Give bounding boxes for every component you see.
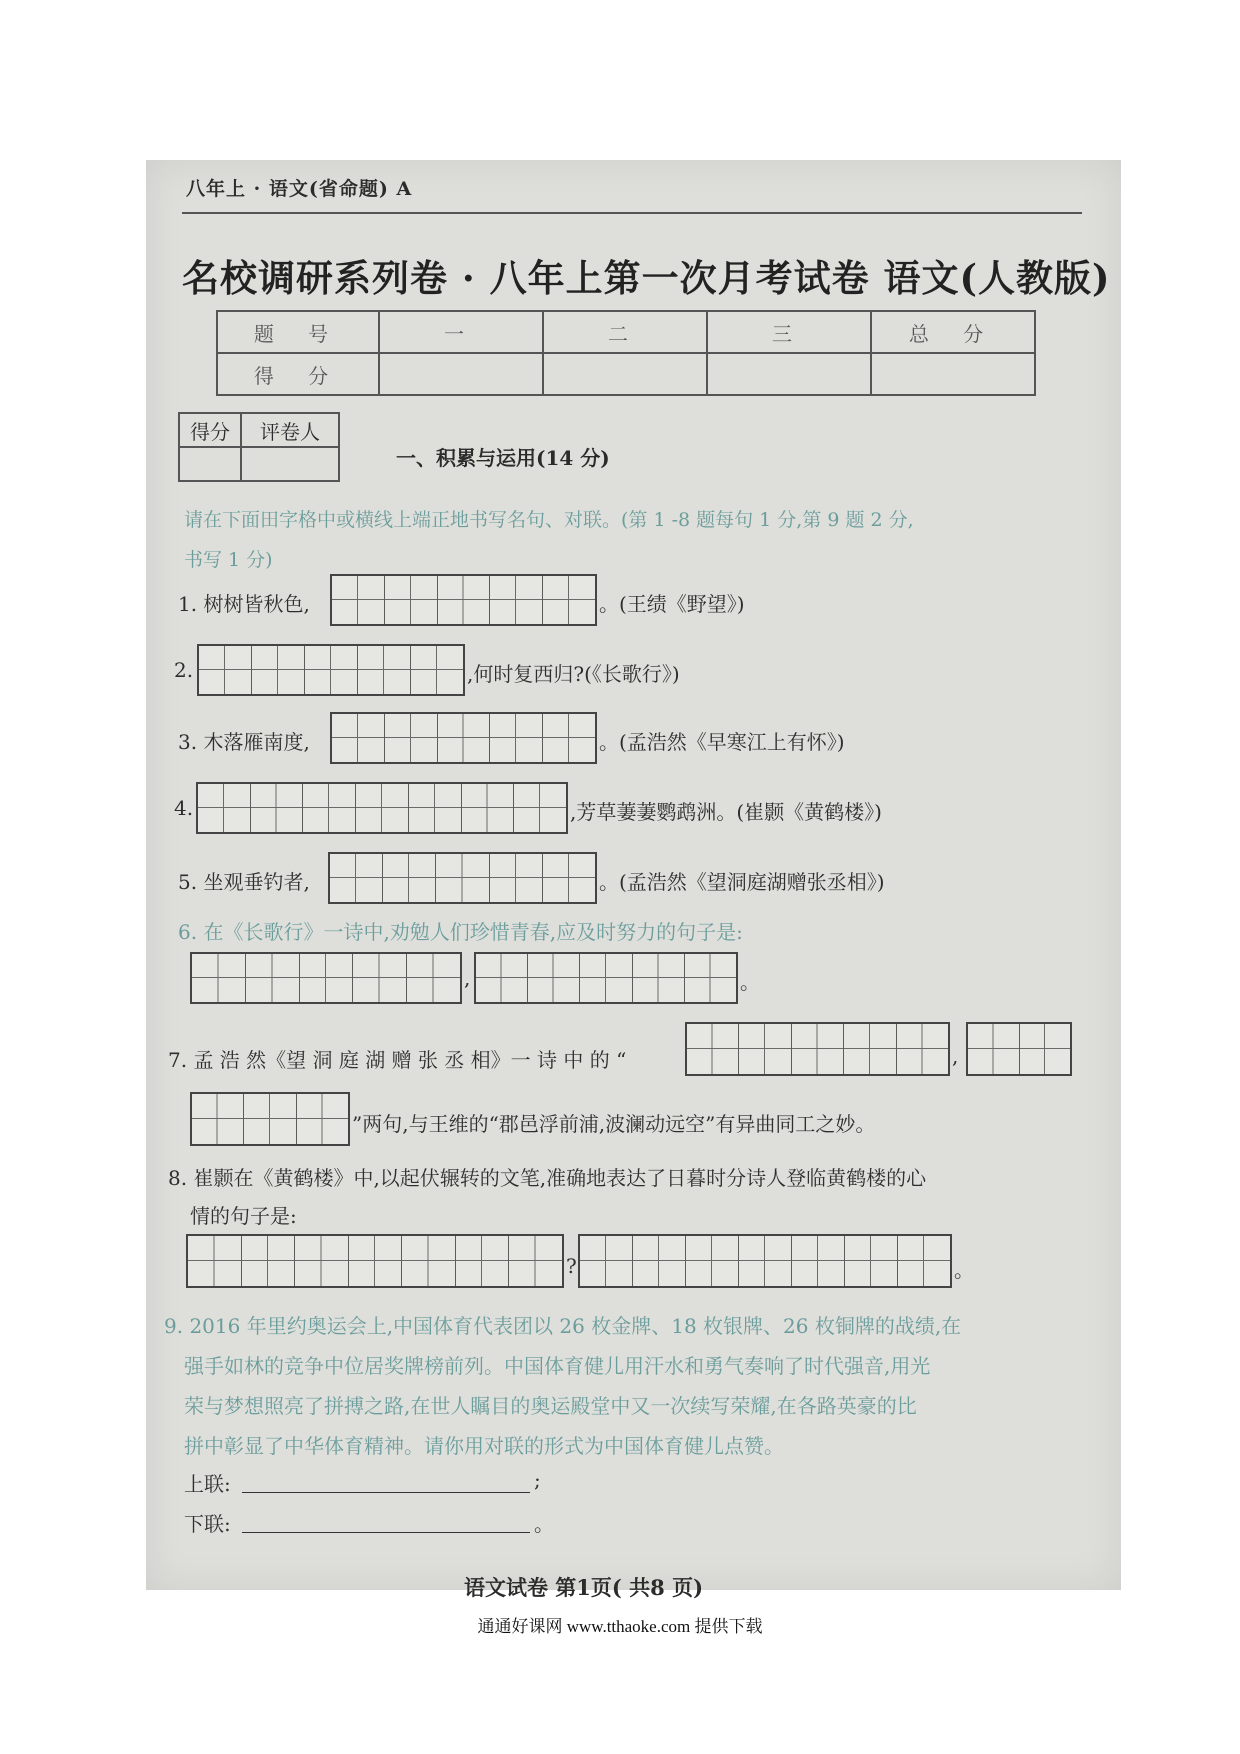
q8-end: 。	[954, 1258, 974, 1282]
writing-cell[interactable]	[435, 854, 488, 902]
q5-suffix: 。(孟浩然《望洞庭湖赠张丞相》)	[599, 870, 885, 894]
score-input-cell[interactable]	[871, 353, 1035, 395]
q6-comma: ,	[464, 966, 471, 990]
writing-cell[interactable]	[304, 646, 357, 694]
writing-cell[interactable]	[687, 1024, 738, 1074]
q4-suffix: ,芳草萋萋鹦鹉洲。(崔颢《黄鹤楼》)	[570, 800, 882, 824]
writing-cell[interactable]	[408, 784, 461, 832]
page-title: 名校调研系列卷 · 八年上第一次月考试卷 语文(人教版)	[182, 256, 1111, 300]
q7-writing-grid-1[interactable]	[685, 1022, 950, 1076]
score-cell: 得 分	[217, 353, 379, 395]
writing-cell[interactable]	[241, 1236, 295, 1286]
writing-cell[interactable]	[580, 1236, 632, 1286]
writing-cell[interactable]	[489, 714, 542, 762]
q2-prefix: 2.	[174, 658, 194, 682]
writing-cell[interactable]	[355, 784, 408, 832]
writing-cell[interactable]	[384, 576, 437, 624]
score-table-row	[217, 353, 1035, 395]
writing-cell[interactable]	[968, 1024, 1019, 1074]
writing-cell[interactable]	[844, 1236, 897, 1286]
writing-cell[interactable]	[410, 646, 463, 694]
q9-line4: 拼中彰显了中华体育精神。请你用对联的形式为中国体育健儿点赞。	[184, 1434, 784, 1458]
writing-cell[interactable]	[738, 1024, 790, 1074]
writing-cell[interactable]	[188, 1236, 241, 1286]
writing-cell[interactable]	[332, 576, 384, 624]
writing-cell[interactable]	[843, 1024, 895, 1074]
score-cell: 一	[379, 311, 543, 353]
writing-cell[interactable]	[299, 954, 353, 1002]
q6-end: 。	[740, 970, 760, 994]
writing-cell[interactable]	[437, 576, 490, 624]
q9-line3: 荣与梦想照亮了拼搏之路,在世人瞩目的奥运殿堂中又一次续写荣耀,在各路英豪的比	[184, 1394, 917, 1418]
score-input-cell[interactable]	[707, 353, 871, 395]
writing-cell[interactable]	[455, 1236, 509, 1286]
q7-writing-grid-2[interactable]	[966, 1022, 1072, 1076]
q1-prefix: 1. 树树皆秋色,	[178, 592, 310, 616]
upper-couplet-end: ;	[534, 1468, 541, 1492]
writing-cell[interactable]	[579, 954, 631, 1002]
grader-name-label: 评卷人	[241, 413, 339, 447]
writing-cell[interactable]	[489, 854, 542, 902]
writing-cell[interactable]	[250, 784, 303, 832]
q3-prefix: 3. 木落雁南度,	[178, 730, 310, 754]
q1-writing-grid[interactable]	[330, 574, 597, 626]
q3-writing-grid[interactable]	[330, 712, 597, 764]
q8-line1: 8. 崔颢在《黄鹤楼》中,以起伏辗转的文笔,准确地表达了日暮时分诗人登临黄鹤楼的心	[168, 1166, 927, 1190]
writing-cell[interactable]	[330, 854, 382, 902]
writing-cell[interactable]	[437, 714, 490, 762]
lower-couplet-input[interactable]	[242, 1532, 530, 1533]
writing-cell[interactable]	[332, 714, 384, 762]
score-input-cell[interactable]	[543, 353, 707, 395]
download-credit: 通通好课网 www.tthaoke.com 提供下载	[477, 1617, 763, 1636]
instruction-line: 请在下面田字格中或横线上端正地书写名句、对联。(第 1 -8 题每句 1 分,第 9 题 2 分,	[184, 509, 914, 531]
score-cell: 总 分	[871, 311, 1035, 353]
writing-cell[interactable]	[251, 646, 304, 694]
writing-cell[interactable]	[199, 646, 251, 694]
score-cell: 三	[707, 311, 871, 353]
score-table-row	[217, 311, 1035, 353]
grader-name-input[interactable]	[241, 447, 339, 481]
q7-rest: ”两句,与王维的“郡邑浮前浦,波澜动远空”有异曲同工之妙。	[352, 1112, 876, 1136]
writing-cell[interactable]	[198, 784, 250, 832]
q1-suffix: 。(王绩《野望》)	[599, 592, 745, 616]
writing-cell[interactable]	[348, 1236, 402, 1286]
q2-writing-grid[interactable]	[197, 644, 465, 696]
writing-cell[interactable]	[684, 954, 736, 1002]
writing-cell[interactable]	[489, 576, 542, 624]
writing-cell[interactable]	[632, 1236, 685, 1286]
writing-cell[interactable]	[542, 854, 595, 902]
q9-line1: 9. 2016 年里约奥运会上,中国体育代表团以 26 枚金牌、18 枚银牌、26 枚铜牌的战绩,在	[164, 1314, 962, 1338]
q6-text: 6. 在《长歌行》一诗中,劝勉人们珍惜青春,应及时努力的句子是:	[178, 920, 743, 944]
exam-paper	[146, 160, 1121, 1600]
q3-suffix: 。(孟浩然《早寒江上有怀》)	[599, 730, 845, 754]
grader-score-label: 得分	[179, 413, 241, 447]
q4-prefix: 4.	[174, 796, 194, 820]
writing-cell[interactable]	[527, 954, 579, 1002]
writing-cell[interactable]	[791, 1236, 844, 1286]
q6-writing-grid-1[interactable]	[190, 952, 462, 1004]
writing-cell[interactable]	[401, 1236, 455, 1286]
upper-couplet-label: 上联:	[184, 1472, 231, 1496]
q9-line2: 强手如林的竞争中位居奖牌榜前列。中国体育健儿用汗水和勇气奏响了时代强音,用光	[184, 1354, 931, 1378]
writing-cell[interactable]	[791, 1024, 843, 1074]
q4-writing-grid[interactable]	[196, 782, 568, 834]
writing-cell[interactable]	[382, 854, 435, 902]
writing-cell[interactable]	[513, 784, 566, 832]
q8-question-mark: ?	[566, 1254, 577, 1278]
score-table	[216, 310, 1036, 396]
writing-cell[interactable]	[685, 1236, 738, 1286]
writing-cell[interactable]	[1019, 1024, 1071, 1074]
section-title: 一、积累与运用(14 分)	[396, 446, 610, 470]
q8-writing-grid-1[interactable]	[186, 1234, 564, 1288]
header-label: 八年上 · 语文(省命题) A	[186, 178, 413, 200]
score-cell: 二	[543, 311, 707, 353]
writing-cell[interactable]	[192, 954, 245, 1002]
score-input-cell[interactable]	[379, 353, 543, 395]
writing-cell[interactable]	[192, 1094, 243, 1144]
writing-cell[interactable]	[245, 954, 299, 1002]
lower-couplet-end: 。	[534, 1512, 554, 1536]
q6-writing-grid-2[interactable]	[474, 952, 738, 1004]
header-divider	[182, 212, 1082, 214]
writing-cell[interactable]	[296, 1094, 348, 1144]
q5-prefix: 5. 坐观垂钓者,	[178, 870, 310, 894]
writing-cell[interactable]	[542, 714, 595, 762]
q7-writing-grid-3[interactable]	[190, 1092, 350, 1146]
grader-score-input[interactable]	[179, 447, 241, 481]
lower-couplet-label: 下联:	[184, 1512, 231, 1536]
instruction-line: 书写 1 分)	[184, 549, 273, 571]
writing-cell[interactable]	[384, 714, 437, 762]
writing-cell[interactable]	[632, 954, 684, 1002]
writing-cell[interactable]	[302, 784, 355, 832]
writing-cell[interactable]	[357, 646, 410, 694]
writing-cell[interactable]	[508, 1236, 562, 1286]
q7-text: 7. 孟 浩 然《望 洞 庭 湖 赠 张 丞 相》一 诗 中 的 “	[168, 1048, 627, 1072]
q8-writing-grid-2[interactable]	[578, 1234, 952, 1288]
writing-cell[interactable]	[294, 1236, 348, 1286]
upper-couplet-input[interactable]	[242, 1492, 530, 1493]
q7-comma: ,	[952, 1044, 959, 1068]
writing-cell[interactable]	[896, 1024, 948, 1074]
q2-suffix: ,何时复西归?(《长歌行》)	[467, 662, 680, 686]
writing-cell[interactable]	[476, 954, 527, 1002]
writing-cell[interactable]	[897, 1236, 950, 1286]
writing-cell[interactable]	[738, 1236, 791, 1286]
q8-line2: 情的句子是:	[190, 1204, 297, 1228]
writing-cell[interactable]	[461, 784, 514, 832]
writing-cell[interactable]	[406, 954, 460, 1002]
grader-table	[178, 412, 340, 482]
score-cell: 题 号	[217, 311, 379, 353]
q5-writing-grid[interactable]	[328, 852, 597, 904]
writing-cell[interactable]	[243, 1094, 295, 1144]
writing-cell[interactable]	[352, 954, 406, 1002]
writing-cell[interactable]	[542, 576, 595, 624]
section-instructions	[184, 500, 1084, 580]
page-number: 语文试卷 第1页( 共8 页)	[464, 1575, 704, 1600]
